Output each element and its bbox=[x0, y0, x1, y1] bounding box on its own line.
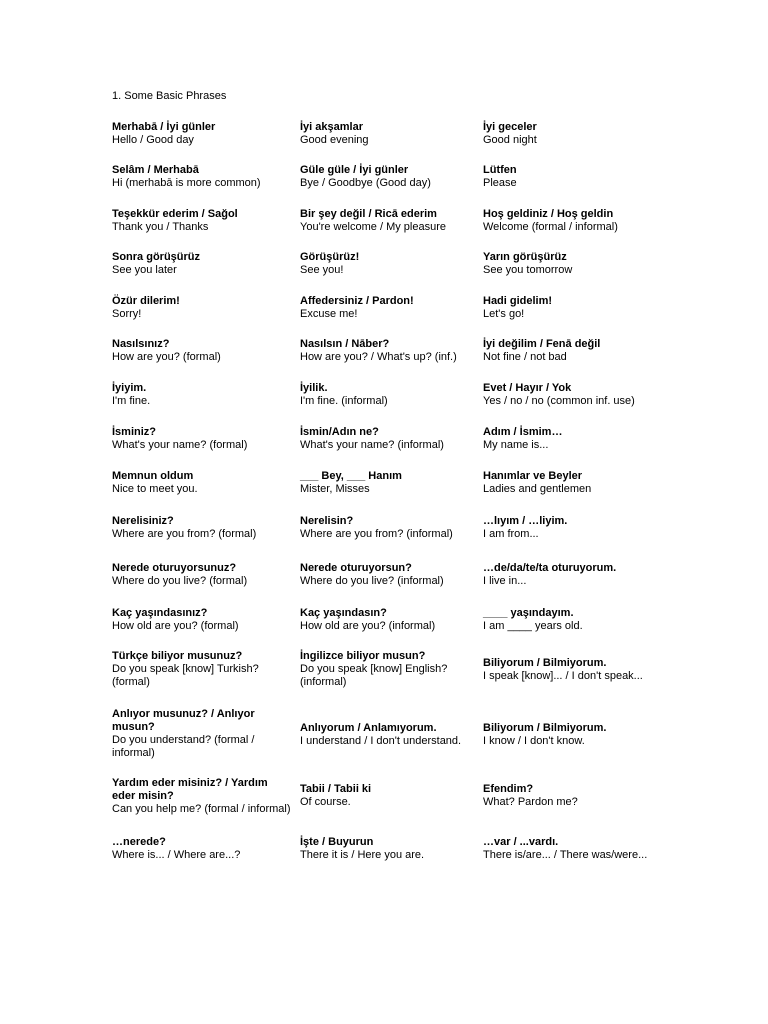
turkish-phrase: …var / ...vardı. bbox=[483, 836, 559, 848]
phrase-entry bbox=[300, 251, 478, 277]
turkish-phrase: Selâm / Merhabā bbox=[112, 164, 199, 176]
english-translation: What? Pardon me? bbox=[483, 796, 578, 808]
turkish-phrase: İyiyim. bbox=[112, 382, 147, 394]
english-translation: Do you understand? (formal / informal) bbox=[112, 734, 255, 759]
english-translation: I speak [know]... / I don't speak... bbox=[483, 670, 643, 682]
english-translation: See you! bbox=[300, 264, 344, 276]
phrase-entry bbox=[300, 470, 478, 496]
english-translation: I know / I don't know. bbox=[483, 735, 585, 747]
phrase-entry bbox=[112, 650, 292, 689]
turkish-phrase: Evet / Hayır / Yok bbox=[483, 382, 572, 394]
phrase-entry bbox=[483, 783, 663, 809]
turkish-phrase: Görüşürüz! bbox=[300, 251, 360, 263]
phrase-entry bbox=[483, 295, 663, 321]
turkish-phrase: Bir şey değil / Ricā ederim bbox=[300, 208, 437, 220]
english-translation: Where do you live? (formal) bbox=[112, 575, 248, 587]
turkish-phrase: Kaç yaşındasın? bbox=[300, 607, 387, 619]
turkish-phrase: Anlıyor musunuz? / Anlıyor musun? bbox=[112, 708, 255, 733]
english-translation: Let's go! bbox=[483, 308, 525, 320]
turkish-phrase: …de/da/te/ta oturuyorum. bbox=[483, 562, 617, 574]
english-translation: I understand / I don't understand. bbox=[300, 735, 462, 747]
phrase-entry bbox=[483, 722, 663, 748]
english-translation: How old are you? (informal) bbox=[300, 620, 436, 632]
turkish-phrase: Özür dilerim! bbox=[112, 295, 180, 307]
english-translation: Welcome (formal / informal) bbox=[483, 221, 618, 233]
phrase-entry bbox=[300, 562, 478, 588]
phrase-entry bbox=[300, 783, 478, 809]
turkish-phrase: İyi değilim / Fenā değil bbox=[483, 338, 601, 350]
turkish-phrase: Hanımlar ve Beyler bbox=[483, 470, 583, 482]
turkish-phrase: Nasılsınız? bbox=[112, 338, 170, 350]
turkish-phrase: …lıyım / …liyim. bbox=[483, 515, 568, 527]
phrase-entry bbox=[112, 208, 292, 234]
english-translation: I'm fine. (informal) bbox=[300, 395, 388, 407]
english-translation: See you tomorrow bbox=[483, 264, 573, 276]
turkish-phrase: Nerelisin? bbox=[300, 515, 354, 527]
turkish-phrase: İyi akşamlar bbox=[300, 121, 363, 133]
turkish-phrase: ____ yaşındayım. bbox=[483, 607, 574, 619]
turkish-phrase: Biliyorum / Bilmiyorum. bbox=[483, 657, 607, 669]
english-translation: Not fine / not bad bbox=[483, 351, 567, 363]
turkish-phrase: İyi geceler bbox=[483, 121, 537, 133]
turkish-phrase: Memnun oldum bbox=[112, 470, 194, 482]
english-translation: How old are you? (formal) bbox=[112, 620, 239, 632]
turkish-phrase: İsmin/Adın ne? bbox=[300, 426, 379, 438]
turkish-phrase: Teşekkür ederim / Sağol bbox=[112, 208, 238, 220]
turkish-phrase: Nerelisiniz? bbox=[112, 515, 174, 527]
english-translation: Nice to meet you. bbox=[112, 483, 198, 495]
phrase-entry bbox=[300, 607, 478, 633]
english-translation: Please bbox=[483, 177, 517, 189]
english-translation: Bye / Goodbye (Good day) bbox=[300, 177, 431, 189]
english-translation: Where are you from? (informal) bbox=[300, 528, 453, 540]
phrase-entry bbox=[112, 164, 292, 190]
english-translation: Ladies and gentlemen bbox=[483, 483, 592, 495]
english-translation: Where is... / Where are...? bbox=[112, 849, 241, 861]
turkish-phrase: Nerede oturuyorsun? bbox=[300, 562, 412, 574]
english-translation: What's your name? (formal) bbox=[112, 439, 248, 451]
turkish-phrase: Anlıyorum / Anlamıyorum. bbox=[300, 722, 437, 734]
phrase-entry bbox=[483, 562, 663, 588]
english-translation: I am from... bbox=[483, 528, 539, 540]
turkish-phrase: İngilizce biliyor musun? bbox=[300, 650, 426, 662]
english-translation: Hi (merhabā is more common) bbox=[112, 177, 261, 189]
english-translation: Yes / no / no (common inf. use) bbox=[483, 395, 635, 407]
turkish-phrase: Nerede oturuyorsunuz? bbox=[112, 562, 237, 574]
turkish-phrase: Lütfen bbox=[483, 164, 517, 176]
turkish-phrase: Affedersiniz / Pardon! bbox=[300, 295, 414, 307]
phrase-entry bbox=[483, 470, 663, 496]
english-translation: There is/are... / There was/were... bbox=[483, 849, 648, 861]
turkish-phrase: Türkçe biliyor musunuz? bbox=[112, 650, 243, 662]
phrase-entry bbox=[300, 208, 478, 234]
english-translation: Can you help me? (formal / informal) bbox=[112, 803, 291, 815]
phrase-entry bbox=[112, 426, 292, 452]
english-translation: How are you? (formal) bbox=[112, 351, 221, 363]
english-translation: Hello / Good day bbox=[112, 134, 194, 146]
phrase-entry bbox=[300, 121, 478, 147]
phrase-entry bbox=[483, 657, 663, 683]
phrase-entry bbox=[300, 426, 478, 452]
english-translation: Excuse me! bbox=[300, 308, 358, 320]
english-translation: Of course. bbox=[300, 796, 351, 808]
section-heading: 1. Some Basic Phrases bbox=[112, 90, 227, 102]
turkish-phrase: Sonra görüşürüz bbox=[112, 251, 201, 263]
english-translation: I am ____ years old. bbox=[483, 620, 583, 632]
english-translation: How are you? / What's up? (inf.) bbox=[300, 351, 457, 363]
english-translation: What's your name? (informal) bbox=[300, 439, 444, 451]
turkish-phrase: Yarın görüşürüz bbox=[483, 251, 567, 263]
turkish-phrase: İsminiz? bbox=[112, 426, 157, 438]
turkish-phrase: Adım / İsmim… bbox=[483, 426, 563, 438]
turkish-phrase: Biliyorum / Bilmiyorum. bbox=[483, 722, 607, 734]
phrase-entry bbox=[483, 251, 663, 277]
phrase-entry bbox=[483, 426, 663, 452]
phrase-entry bbox=[112, 607, 292, 633]
phrase-entry bbox=[483, 607, 663, 633]
phrase-entry bbox=[112, 121, 292, 147]
turkish-phrase: Tabii / Tabii ki bbox=[300, 783, 372, 795]
phrase-entry bbox=[112, 338, 292, 364]
phrase-entry bbox=[300, 295, 478, 321]
phrase-entry bbox=[483, 382, 663, 408]
turkish-phrase: …nerede? bbox=[112, 836, 166, 848]
english-translation: Do you speak [know] Turkish? (formal) bbox=[112, 663, 259, 688]
phrase-entry bbox=[483, 121, 663, 147]
english-translation: See you later bbox=[112, 264, 177, 276]
phrase-entry bbox=[300, 164, 478, 190]
phrase-entry bbox=[300, 650, 478, 689]
phrase-entry bbox=[112, 251, 292, 277]
phrase-entry bbox=[112, 836, 292, 862]
turkish-phrase: İyilik. bbox=[300, 382, 328, 394]
english-translation: There it is / Here you are. bbox=[300, 849, 425, 861]
turkish-phrase: Hoş geldiniz / Hoş geldin bbox=[483, 208, 614, 220]
turkish-phrase: ___ Bey, ___ Hanım bbox=[300, 470, 402, 482]
english-translation: You're welcome / My pleasure bbox=[300, 221, 446, 233]
phrase-entry bbox=[483, 164, 663, 190]
english-translation: Where are you from? (formal) bbox=[112, 528, 257, 540]
phrase-entry bbox=[483, 208, 663, 234]
phrase-entry bbox=[112, 515, 292, 541]
turkish-phrase: Merhabā / İyi günler bbox=[112, 121, 216, 133]
english-translation: Do you speak [know] English? (informal) bbox=[300, 663, 448, 688]
phrase-entry bbox=[112, 562, 292, 588]
english-translation: Thank you / Thanks bbox=[112, 221, 209, 233]
phrase-entry bbox=[112, 708, 292, 760]
phrase-entry bbox=[112, 470, 292, 496]
phrase-entry bbox=[483, 836, 663, 862]
english-translation: Good evening bbox=[300, 134, 369, 146]
english-translation: My name is... bbox=[483, 439, 549, 451]
turkish-phrase: Yardım eder misiniz? / Yardım eder misin? bbox=[112, 777, 268, 802]
turkish-phrase: Hadi gidelim! bbox=[483, 295, 553, 307]
phrase-entry bbox=[483, 338, 663, 364]
english-translation: Mister, Misses bbox=[300, 483, 370, 495]
phrase-entry bbox=[300, 338, 478, 364]
turkish-phrase: Nasılsın / Nāber? bbox=[300, 338, 390, 350]
english-translation: I live in... bbox=[483, 575, 527, 587]
phrase-entry bbox=[300, 515, 478, 541]
turkish-phrase: Güle güle / İyi günler bbox=[300, 164, 409, 176]
phrase-entry bbox=[300, 836, 478, 862]
phrase-entry bbox=[483, 515, 663, 541]
turkish-phrase: İşte / Buyurun bbox=[300, 836, 374, 848]
turkish-phrase: Efendim? bbox=[483, 783, 534, 795]
english-translation: I'm fine. bbox=[112, 395, 151, 407]
phrase-entry bbox=[300, 722, 478, 748]
phrase-entry bbox=[112, 295, 292, 321]
phrase-entry bbox=[300, 382, 478, 408]
english-translation: Sorry! bbox=[112, 308, 142, 320]
phrase-entry bbox=[112, 777, 292, 816]
phrase-entry bbox=[112, 382, 292, 408]
english-translation: Where do you live? (informal) bbox=[300, 575, 444, 587]
turkish-phrase: Kaç yaşındasınız? bbox=[112, 607, 208, 619]
english-translation: Good night bbox=[483, 134, 537, 146]
